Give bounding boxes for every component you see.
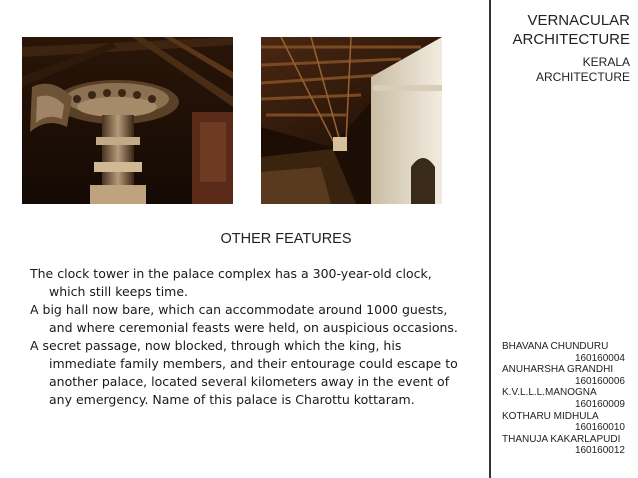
member-entry xyxy=(502,364,628,387)
member-id: 160160012 xyxy=(574,445,625,457)
member-id: 160160006 xyxy=(574,375,625,387)
subtitle-line-1: KERALA xyxy=(582,55,630,69)
member-name: THANUJA KAKARLAPUDI xyxy=(502,433,621,445)
member-entry xyxy=(502,341,628,364)
title-line-2: ARCHITECTURE xyxy=(512,31,630,48)
member-entry xyxy=(502,434,628,457)
features-list xyxy=(30,265,470,409)
member-entry xyxy=(502,387,628,410)
member-id: 160160004 xyxy=(574,352,625,364)
page-subtitle xyxy=(536,55,630,85)
feature-item: A big hall now bare, which can accommodate around 1000 guests, and where ceremonial feasts were held, on auspicious occasions. xyxy=(30,302,458,335)
member-name: ANUHARSHA GRANDHI xyxy=(502,364,614,376)
member-name: KOTHARU MIDHULA xyxy=(502,410,599,422)
feature-item: The clock tower in the palace complex has a 300-year-old clock, which still keeps time. xyxy=(30,266,432,299)
photo-carved-pillar xyxy=(22,37,233,204)
photo-palace-corridor xyxy=(261,37,442,204)
section-heading: OTHER FEATURES xyxy=(220,231,352,247)
carved-pillar-illustration xyxy=(22,37,233,204)
member-entry xyxy=(502,411,628,434)
team-members-list xyxy=(502,341,628,457)
palace-corridor-illustration xyxy=(261,37,442,204)
title-line-1: VERNACULAR xyxy=(527,12,630,29)
member-id: 160160009 xyxy=(574,398,625,410)
feature-item: A secret passage, now blocked, through which the king, his immediate family members, and their entourage could escape to another palace, located several kilometers away in the event of any emergency. Name of this palace is Charottu kottaram. xyxy=(30,338,458,407)
member-name: K.V.L.L.L.MANOGNA xyxy=(502,387,597,399)
page-title xyxy=(512,11,630,49)
subtitle-line-2: ARCHITECTURE xyxy=(535,70,630,84)
member-id: 160160010 xyxy=(574,422,625,434)
member-name: BHAVANA CHUNDURU xyxy=(502,341,609,352)
